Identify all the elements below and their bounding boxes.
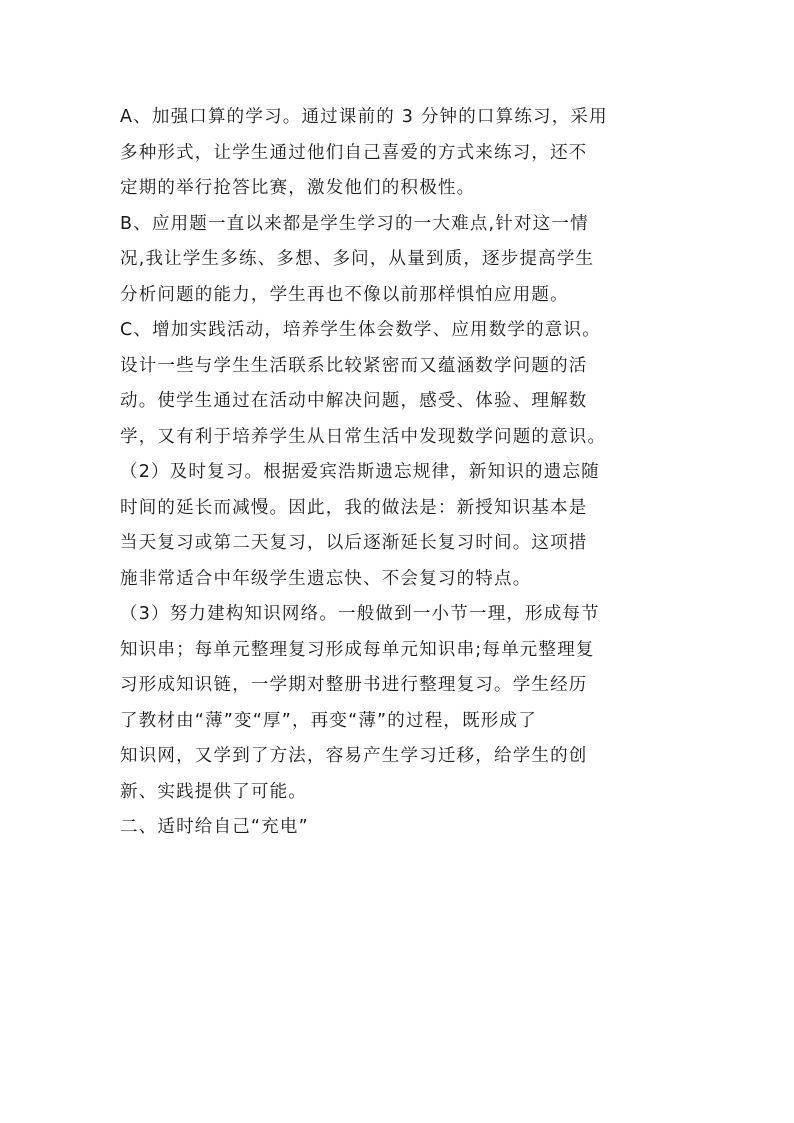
text-line: C、增加实践活动，培养学生体会数学、应用数学的意识。: [120, 320, 601, 340]
text-line: 当天复习或第二天复习，以后逐渐延长复习时间。这项措: [120, 533, 588, 553]
text-line: 知识串；每单元整理复习形成每单元知识串;每单元整理复: [120, 639, 595, 660]
text-line: 知识网，又学到了方法，容易产生学习迁移，给学生的创: [120, 746, 588, 766]
section-heading: 二、适时给自己“充电”: [120, 817, 309, 837]
text-line: 定期的举行抢答比赛，激发他们的积极性。: [120, 178, 476, 198]
text-line: 施非常适合中年级学生遗忘快、不会复习的特点。: [120, 568, 532, 589]
text-line: 了教材由“薄”变“厚”，再变“薄”的过程，既形成了: [120, 710, 537, 731]
text-line: 况,我让学生多练、多想、多问，从量到质，逐步提高学生: [120, 249, 595, 269]
text-line: 设计一些与学生生活联系比较紧密而又蕴涵数学问题的活: [120, 355, 588, 376]
text-line: 动。使学生通过在活动中解决问题，感受、体验、理解数: [120, 391, 588, 411]
text-line: 新、实践提供了可能。: [120, 781, 307, 802]
text-line: 学，又有利于培养学生从日常生活中发现数学问题的意识。: [120, 426, 607, 447]
document-body: [120, 100, 680, 846]
text-line: 分析问题的能力，学生再也不像以前那样惧怕应用题。: [120, 284, 569, 305]
text-line: （3）努力建构知识网络。一般做到一小节一理，形成每节: [120, 604, 600, 624]
text-line: 习形成知识链，一学期对整册书进行整理复习。学生经历: [120, 675, 588, 695]
text-line: 时间的延长而减慢。因此，我的做法是：新授知识基本是: [120, 497, 588, 518]
text-line: A、加强口算的学习。通过课前的 3 分钟的口算练习，采用: [120, 107, 608, 127]
text-line: B、应用题一直以来都是学生学习的一大难点,针对这一情: [120, 213, 589, 234]
text-line: （2）及时复习。根据爱宾浩斯遗忘规律，新知识的遗忘随: [120, 462, 600, 482]
text-line: 多种形式，让学生通过他们自己喜爱的方式来练习，还不: [120, 142, 588, 163]
